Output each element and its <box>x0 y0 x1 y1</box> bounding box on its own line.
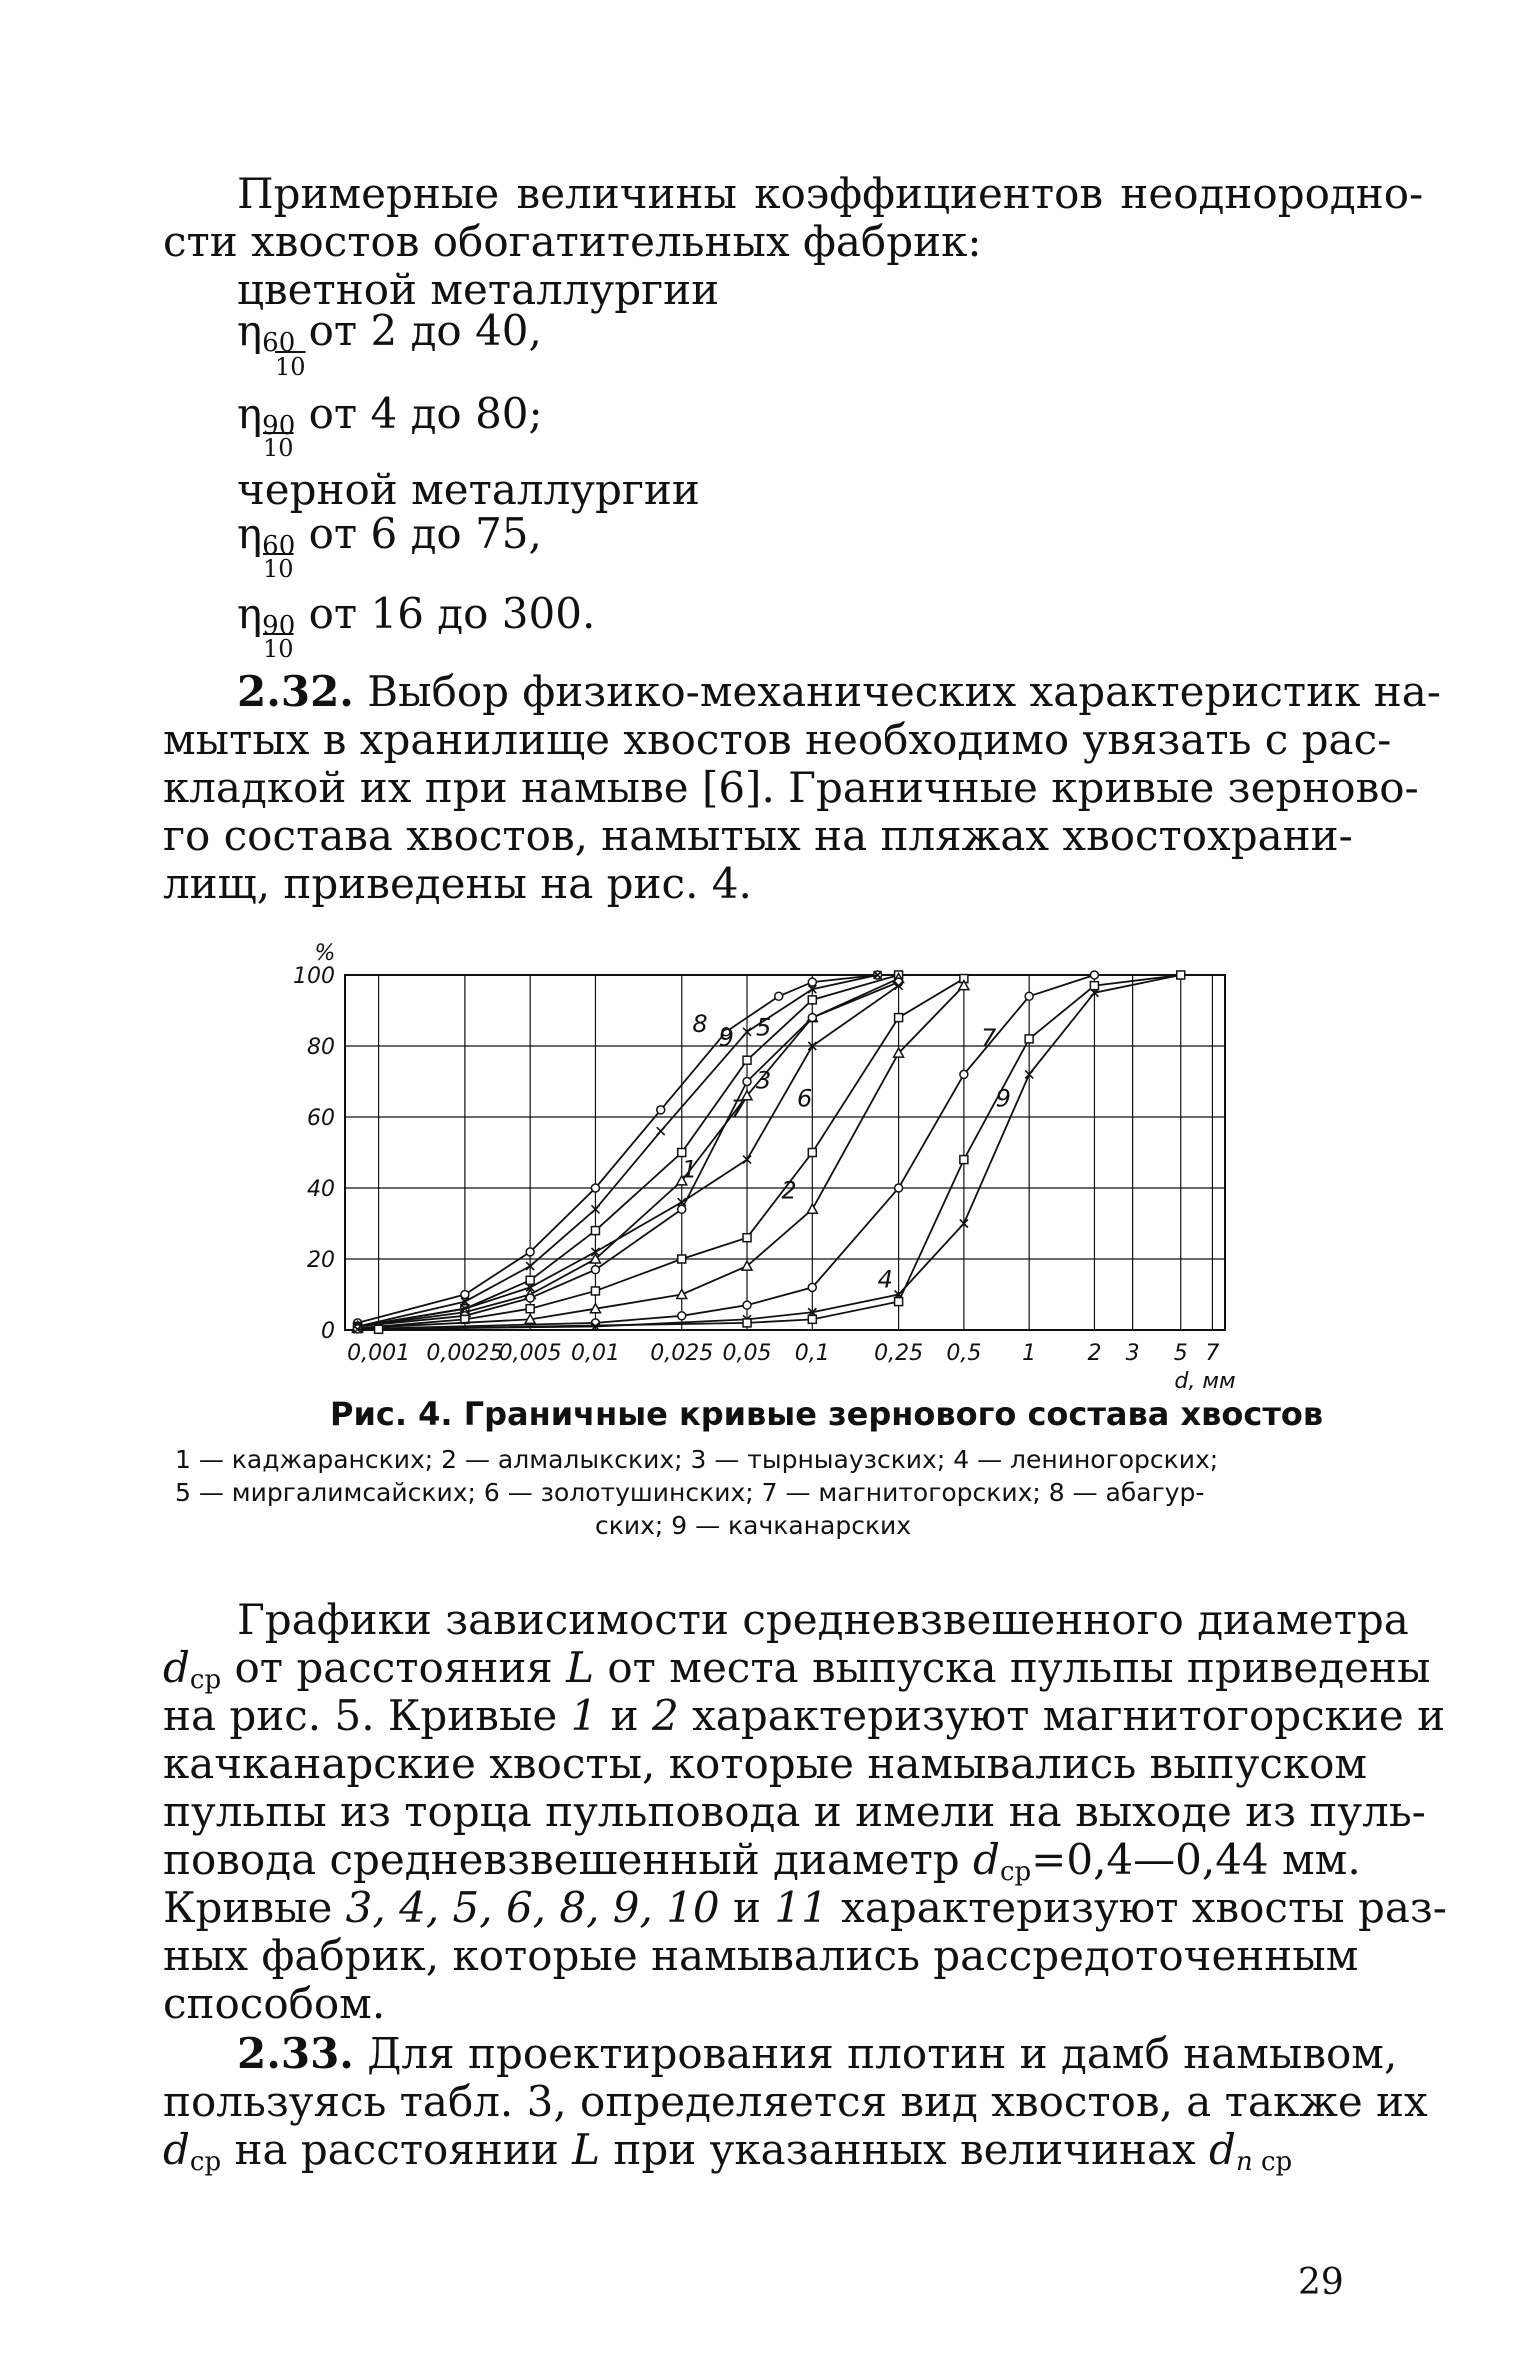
curve-label-6: 6 <box>796 1084 813 1113</box>
data-point <box>526 1248 534 1256</box>
series-line-7 <box>358 979 899 1327</box>
series-line-9a <box>358 975 878 1326</box>
y-tick-label: 0 <box>321 1319 335 1344</box>
x-tick-label: 0,025 <box>650 1341 714 1366</box>
x-tick-label: 0,5 <box>946 1341 982 1366</box>
curve-label-7b: 7 <box>981 1024 997 1052</box>
data-point <box>808 978 816 986</box>
section-233-line-3: $d_{ср}$ на расстоянии L при указанных величинах $d_n$ $_{ср}$ <box>163 2125 1293 2177</box>
data-point <box>960 1070 968 1078</box>
data-point <box>808 1315 816 1323</box>
para-line-5: пульпы из торца пульповода и имели на выходе из пуль- <box>163 1787 1426 1836</box>
data-point <box>375 1325 383 1333</box>
data-point <box>657 1106 665 1114</box>
x-tick-label: 0,1 <box>794 1341 830 1366</box>
data-point <box>807 1204 817 1213</box>
x-tick-label: 3 <box>1125 1341 1140 1366</box>
x-tick-label: 0,005 <box>498 1341 562 1366</box>
para-line-9: способом. <box>163 1979 386 2028</box>
section-232-line-5: лищ, приведены на рис. 4. <box>163 859 752 908</box>
eta-sub-10: 10 <box>263 434 294 462</box>
x-tick-label: 0,001 <box>347 1341 411 1366</box>
data-point <box>591 1184 599 1192</box>
eta-symbol: η <box>237 389 263 438</box>
figure-legend-line-2: 5 — миргалимсайских; 6 — золотушинских; 7 — магнитогорских; 8 — абагур- <box>175 1478 1205 1507</box>
curve-label-4: 4 <box>877 1265 893 1294</box>
para-line-3: на рис. 5. Кривые 1 и 2 характеризуют магнитогорские и <box>163 1691 1446 1740</box>
series-line-2 <box>358 979 964 1329</box>
coef-value: от 6 до 75, <box>308 509 542 558</box>
curve-label-8: 8 <box>692 1009 708 1038</box>
eta-symbol: η <box>237 306 263 355</box>
grain-size-chart <box>250 930 1250 1390</box>
data-point <box>1090 982 1098 990</box>
series-line-1 <box>358 986 899 1327</box>
data-point <box>677 1290 687 1299</box>
curve-label-1: 1 <box>681 1155 698 1184</box>
coef-value: от 4 до 80; <box>308 389 543 438</box>
data-point <box>1177 971 1185 979</box>
data-point <box>960 1156 968 1164</box>
intro-line-2: сти хвостов обогатительных фабрик: <box>163 217 982 266</box>
y-tick-label: 100 <box>293 964 335 989</box>
series-line-3 <box>358 982 899 1326</box>
para-line-6: повода средневзвешенный диаметр $d_{ср}=0,4—0,44$ мм. <box>163 1835 1361 1887</box>
data-point <box>526 1294 534 1302</box>
coef-value: от 16 до 300. <box>308 589 596 638</box>
data-point <box>743 1234 751 1242</box>
intro-line-1: Примерные величины коэффициентов неоднородно- <box>237 169 1424 218</box>
curve-label-7: 7 <box>730 1095 746 1123</box>
y-tick-label: 60 <box>307 1106 335 1131</box>
series-line-6 <box>358 986 964 1329</box>
eta-sub-10: 10 <box>263 635 294 663</box>
eta-sub-60: 60 <box>262 531 296 561</box>
figure-legend-line-1: 1 — каджаранских; 2 — алмалыкских; 3 — тырныаузских; 4 — лениногорских; <box>175 1445 1219 1474</box>
data-point <box>808 1149 816 1157</box>
para-line-7: Кривые 3, 4, 5, 6, 8, 9, 10 и 11 характеризуют хвосты раз- <box>163 1883 1447 1932</box>
data-point <box>775 992 783 1000</box>
eta-sub-90: 90 <box>262 611 296 641</box>
x-tick-label: 0,0025 <box>426 1341 504 1366</box>
x-tick-label: 0,05 <box>722 1341 772 1366</box>
x-tick-label: 2 <box>1087 1341 1102 1366</box>
figure-caption: Рис. 4. Граничные кривые зернового состава хвостов <box>330 1395 1324 1433</box>
para-line-2: $d_{ср}$ от расстояния L от места выпуска пульпы приведены <box>163 1643 1431 1695</box>
data-point <box>591 1287 599 1295</box>
para-line-4: качканарские хвосты, которые намывались выпуском <box>163 1739 1368 1788</box>
curve-label-3: 3 <box>755 1066 772 1095</box>
data-point <box>895 1014 903 1022</box>
y-tick-label: 40 <box>307 1177 335 1202</box>
section-number: 2.32. <box>237 667 354 716</box>
curve-label-9b: 9 <box>995 1084 1011 1113</box>
eta-symbol: η <box>237 589 263 638</box>
section-232-line-3: кладкой их при намыве [6]. Граничные кривые зерново- <box>163 763 1419 812</box>
data-point <box>526 1276 534 1284</box>
data-point <box>743 1056 751 1064</box>
series-line-5 <box>358 975 899 1326</box>
curve-label-2: 2 <box>781 1176 797 1205</box>
eta-sub-90: 90 <box>262 411 296 441</box>
data-point <box>678 1255 686 1263</box>
section-number: 2.33. <box>237 2029 354 2078</box>
y-tick-label: 80 <box>307 1035 335 1060</box>
section-233-line-2: пользуясь табл. 3, определяется вид хвостов, а также их <box>163 2077 1428 2126</box>
data-point <box>808 996 816 1004</box>
section-232-line-2: мытых в хранилище хвостов необходимо увязать с рас- <box>163 715 1392 764</box>
eta-symbol: η <box>237 509 263 558</box>
y-tick-label: 20 <box>307 1248 335 1273</box>
para-line-8: ных фабрик, которые намывались рассредоточенным <box>163 1931 1359 1980</box>
data-point <box>743 1301 751 1309</box>
figure-legend-line-3: ских; 9 — качканарских <box>595 1511 912 1540</box>
data-point <box>526 1305 534 1313</box>
page-number: 29 <box>1298 2262 1344 2303</box>
data-point <box>743 1319 751 1327</box>
x-tick-label: 1 <box>1022 1341 1037 1366</box>
coef-value: от 2 до 40, <box>308 306 542 355</box>
data-point <box>678 1205 686 1213</box>
data-point <box>895 1298 903 1306</box>
data-point <box>657 1127 665 1135</box>
data-point <box>743 1078 751 1086</box>
group-title-ferrous: черной металлургии <box>237 465 700 514</box>
plot-frame <box>345 975 1225 1330</box>
eta-sub-10: 10 <box>275 353 306 381</box>
section-232-text-1: Выбор физико-механических характеристик на- <box>367 667 1441 716</box>
x-tick-label: 7 <box>1205 1341 1220 1366</box>
data-point <box>1090 971 1098 979</box>
series-line-8 <box>358 975 878 1323</box>
data-point <box>1025 1035 1033 1043</box>
curve-label-9a: 9 <box>718 1024 734 1052</box>
data-point <box>678 1312 686 1320</box>
data-point <box>591 1266 599 1274</box>
curve-label-5: 5 <box>755 1013 772 1042</box>
data-point <box>1025 992 1033 1000</box>
data-point <box>808 1283 816 1291</box>
x-tick-label: 0,25 <box>874 1341 924 1366</box>
data-point <box>461 1291 469 1299</box>
x-axis-label: d, мм <box>1174 1369 1236 1390</box>
section-233-text-1: Для проектирования плотин и дамб намывом, <box>367 2029 1398 2078</box>
para-line-1: Графики зависимости средневзвешенного диаметра <box>237 1595 1409 1644</box>
data-point <box>591 1227 599 1235</box>
x-tick-label: 0,01 <box>570 1341 620 1366</box>
eta-sub-60: 60 <box>262 328 296 358</box>
section-232-line-4: го состава хвостов, намытых на пляжах хвостохрани- <box>163 811 1353 860</box>
data-point <box>895 1184 903 1192</box>
eta-sub-10: 10 <box>263 555 294 583</box>
group-title-nonferrous: цветной металлургии <box>237 265 720 314</box>
y-axis-label: % <box>314 941 336 966</box>
x-tick-label: 5 <box>1173 1341 1188 1366</box>
series-line-7b <box>379 975 1181 1329</box>
data-point <box>808 1014 816 1022</box>
